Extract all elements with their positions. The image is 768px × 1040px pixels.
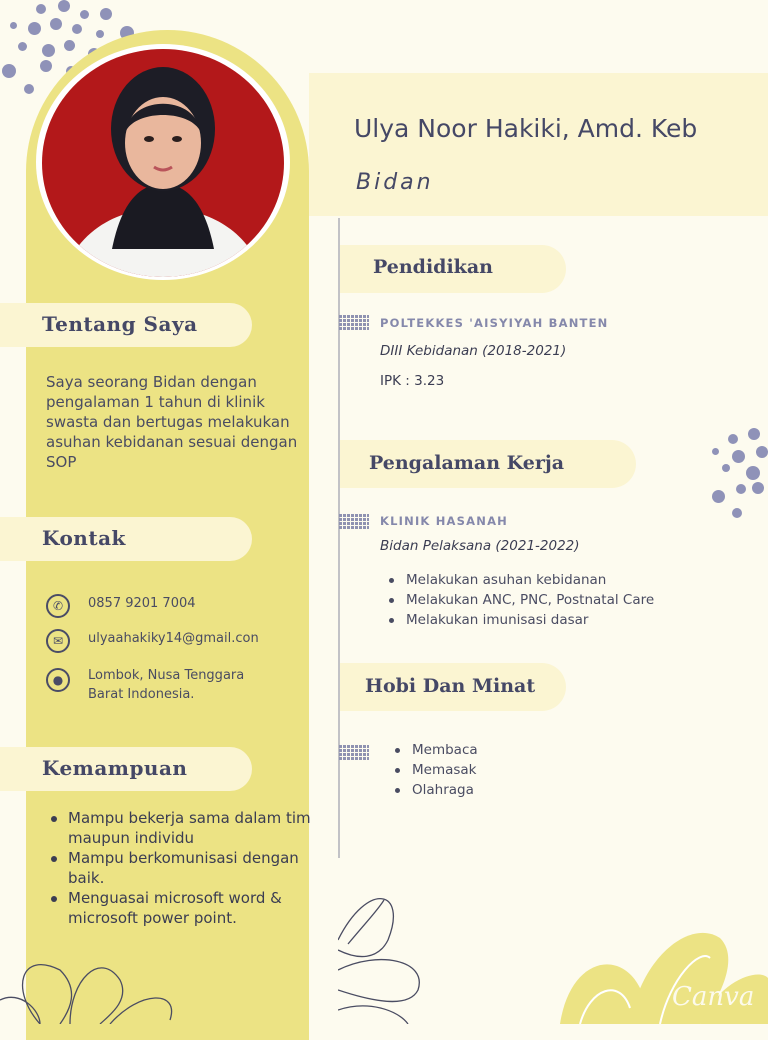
grid-icon [339,744,369,760]
hobby-item: Membaca [392,740,478,760]
contact-heading: Kontak [42,526,126,550]
location-icon: ● [46,668,70,692]
contact-email[interactable]: ulyaahakiky14@gmail.con [88,631,259,646]
hobbies-heading: Hobi Dan Minat [365,675,536,697]
hobby-item: Olahraga [392,780,478,800]
contact-email-row [46,629,259,653]
experience-position: Bidan Pelaksana (2021-2022) [380,538,580,554]
skill-item: Mampu berkomunisasi dengan baik. [48,848,318,888]
contact-address [88,666,244,704]
duty-item: Melakukan asuhan kebidanan [386,570,654,590]
experience-company: KLINIK HASANAH [380,514,508,528]
address-line-1: Lombok, Nusa Tenggara [88,668,245,683]
experience-heading: Pengalaman Kerja [369,452,565,474]
contact-phone-row [46,594,196,618]
contact-heading-pill [0,517,252,561]
skills-heading: Kemampuan [42,756,188,780]
profile-photo [42,49,284,277]
canva-watermark: Canva [672,982,755,1012]
hobbies-list [392,740,478,800]
grid-icon [339,314,369,330]
grid-icon [339,513,369,529]
skills-list [48,808,318,928]
phone-icon: ✆ [46,594,70,618]
about-heading: Tentang Saya [42,312,198,336]
contact-phone[interactable]: 0857 9201 7004 [88,596,196,611]
flower-outline-right [338,880,448,1024]
education-institution: POLTEKKES 'AISYIYAH BANTEN [380,316,609,330]
address-line-2: Barat Indonesia. [88,687,195,702]
about-text: Saya seorang Bidan dengan pengalaman 1 tahun di klinik swasta dan bertugas melakukan asuhan kebidanan sesuai dengan SOP [46,373,298,471]
duty-item: Melakukan imunisasi dasar [386,610,654,630]
skill-item: Menguasai microsoft word & microsoft power point. [48,888,318,928]
education-gpa: IPK : 3.23 [380,373,445,389]
contact-address-row [46,668,244,704]
education-heading: Pendidikan [373,256,493,278]
skill-item: Mampu bekerja sama dalam tim maupun individu [48,808,318,848]
experience-duties [386,570,654,630]
flower-outline-left [0,930,310,1024]
email-icon: ✉ [46,629,70,653]
profile-name: Ulya Noor Hakiki, Amd. Keb [354,114,698,143]
education-degree: DIII Kebidanan (2018-2021) [380,343,567,359]
profile-title: Bidan [356,170,434,195]
duty-item: Melakukan ANC, PNC, Postnatal Care [386,590,654,610]
hobby-item: Memasak [392,760,478,780]
